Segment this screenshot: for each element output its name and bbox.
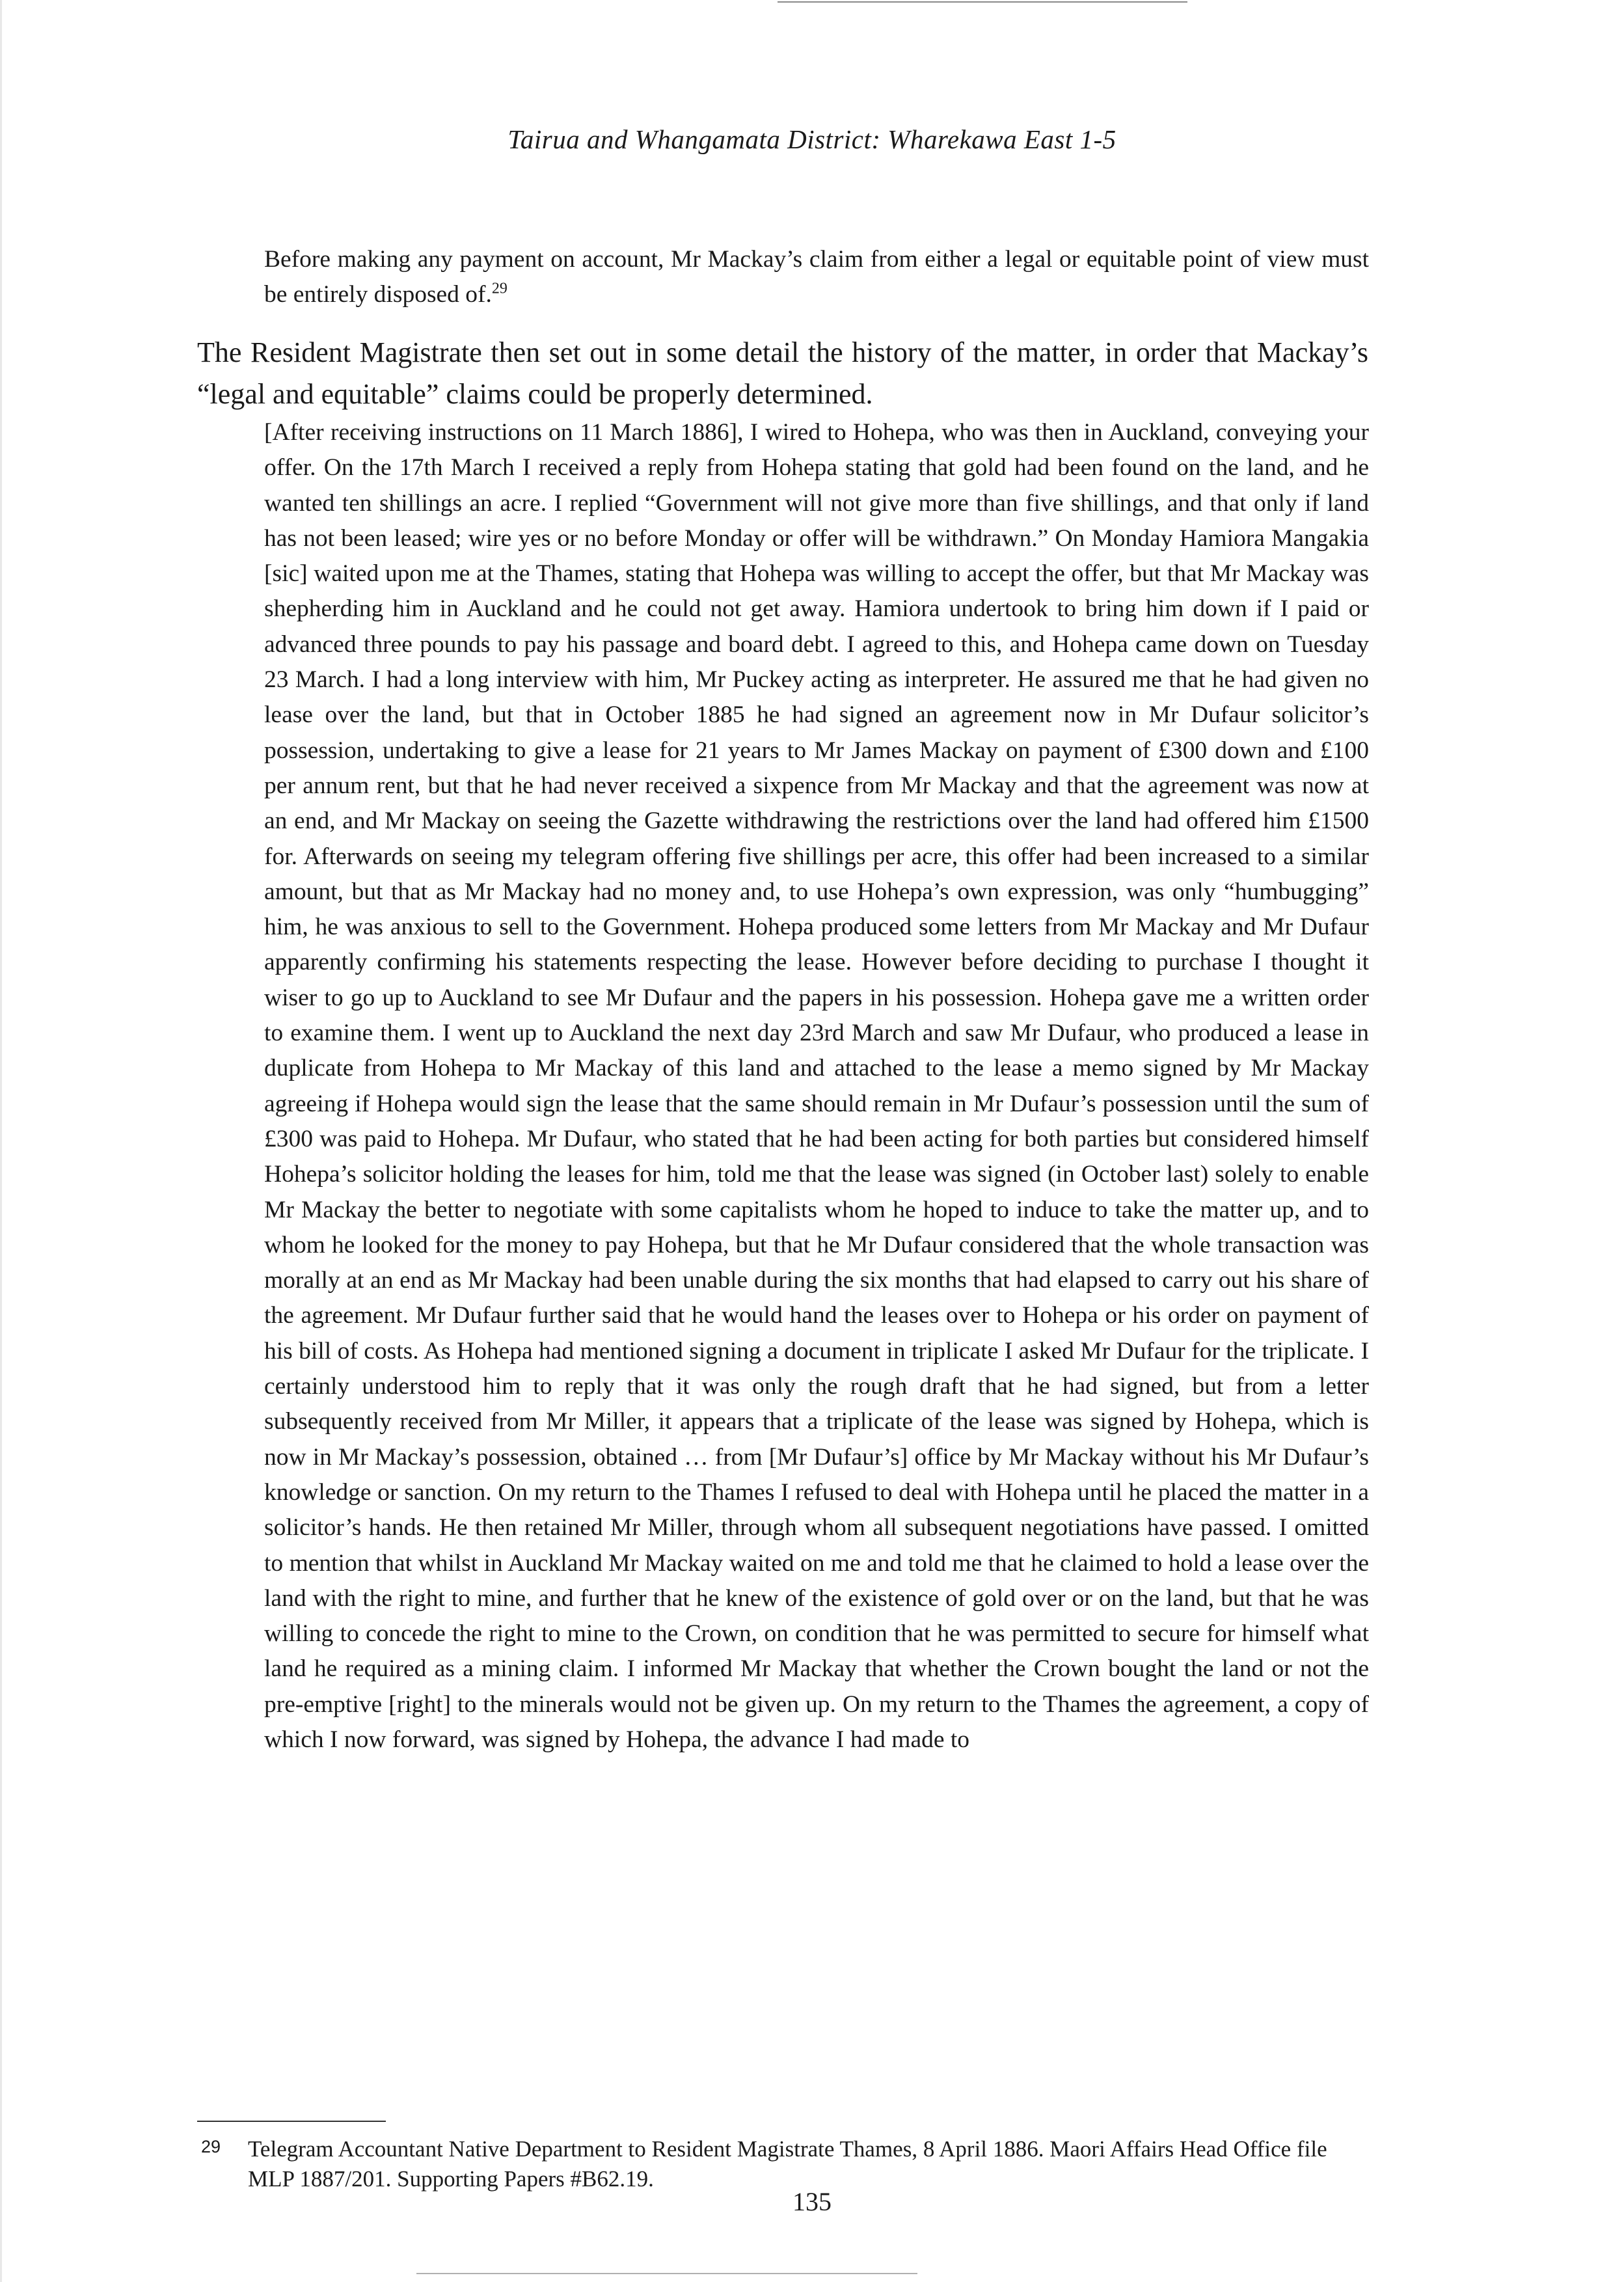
footnote-text: Telegram Accountant Native Department to Resident Magistrate Thames, 8 April 1886. Maori Affairs Head Office file MLP 1887/201. Supporting Papers #B62.19. <box>248 2136 1327 2192</box>
footnote-reference: 29 <box>491 280 508 297</box>
footnote-number: 29 <box>201 2137 221 2156</box>
bottom-rule <box>416 2273 917 2274</box>
block-quote-magistrate-report <box>264 415 1369 1758</box>
block-quote-telegram <box>264 242 1369 313</box>
body-paragraph: The Resident Magistrate then set out in some detail the history of the matter, in order that Mackay’s “legal and equitable” claims could be properly determined. <box>197 336 1368 410</box>
page-number: 135 <box>792 2187 832 2216</box>
running-header: Tairua and Whangamata District: Wharekawa East 1-5 <box>508 124 1116 154</box>
footnote <box>197 2134 1368 2194</box>
top-rule <box>778 1 1187 3</box>
quote-text: [After receiving instructions on 11 March 1886], I wired to Hohepa, who was then in Auckland, conveying your offer. On the 17th March I received a reply from Hohepa stating that gold had been found on the land, and he wanted ten shillings an acre. I replied “Government will not give more than five shillings, and that only if land has not been leased; wire yes or no before Monday or offer will be withdrawn.” On Monday Hamiora Mangakia [sic] waited upon me at the Thames, stating that Hohepa was willing to accept the offer, but that Mr Mackay was shepherding him in Auckland and he could not get away. Hamiora undertook to bring him down if I paid or advanced three pounds to pay his passage and board debt. I agreed to this, and Hohepa came down on Tuesday 23 March. I had a long interview with him, Mr Puckey acting as interpreter. He assured me that he had given no lease over the land, but that in October 1885 he had signed an agreement now in Mr Dufaur solicitor’s possession, undertaking to give a lease for 21 years to Mr James Mackay on payment of £300 down and £100 per annum rent, but that he had never received a sixpence from Mr Mackay and that the agreement was now at an end, and Mr Mackay on seeing the Gazette withdrawing the restrictions over the land had offered him £1500 for. Afterwards on seeing my telegram offering five shillings per acre, this offer had been increased to a similar amount, but that as Mr Mackay had no money and, to use Hohepa’s own expression, was only “humbugging” him, he was anxious to sell to the Government. Hohepa produced some letters from Mr Mackay and Mr Dufaur apparently confirming his statements respecting the lease. However before deciding to purchase I thought it wiser to go up to Auckland to see Mr Dufaur and the papers in his possession. Hohepa gave me a written order to examine them. I went up to Auckland the next day 23rd March and saw Mr Dufaur, who produced a lease in duplicate from Hohepa to Mr Mackay of this land and attached to the lease a memo signed by Mr Mackay agreeing if Hohepa would sign the lease that the same should remain in Mr Dufaur’s possession until the sum of £300 was paid to Hohepa. Mr Dufaur, who stated that he had been acting for both parties but considered himself Hohepa’s solicitor holding the leases for him, told me that the lease was signed (in October last) solely to enable Mr Mackay the better to negotiate with some capitalists whom he hoped to induce to take the matter up, and to whom he looked for the money to pay Hohepa, but that he Mr Dufaur considered that the whole transaction was morally at an end as Mr Mackay had been unable during the six months that had elapsed to carry out his share of the agreement. Mr Dufaur further said that he would hand the leases over to Hohepa or his order on payment of his bill of costs. As Hohepa had mentioned signing a document in triplicate I asked Mr Dufaur for the triplicate. I certainly understood him to reply that it was only the rough draft that he had signed, but from a letter subsequently received from Mr Miller, it appears that a triplicate of the lease was signed by Hohepa, which is now in Mr Mackay’s possession, obtained … from [Mr Dufaur’s] office by Mr Mackay without his Mr Dufaur’s knowledge or sanction. On my return to the Thames I refused to deal with Hohepa until he placed the matter in a solicitor’s hands. He then retained Mr Miller, through whom all subsequent negotiations have passed. I omitted to mention that whilst in Auckland Mr Mackay waited on me and told me that he claimed to hold a lease over the land with the right to mine, and further that he knew of the existence of gold over or on the land, but that he was willing to concede the right to mine to the Crown, on condition that he was permitted to secure for himself what land he required as a mining claim. I informed Mr Mackay that whether the Crown bought the land or not the pre-emptive [right] to the minerals would not be given up. On my return to the Thames the agreement, a copy of which I now forward, was signed by Hohepa, the advance I had made to <box>264 419 1369 1753</box>
footnote-separator <box>197 2121 386 2122</box>
quote-text: Before making any payment on account, Mr Mackay’s claim from either a legal or equitable point of view must be entirely disposed of. <box>264 246 1369 308</box>
scan-edge <box>0 0 2 2282</box>
